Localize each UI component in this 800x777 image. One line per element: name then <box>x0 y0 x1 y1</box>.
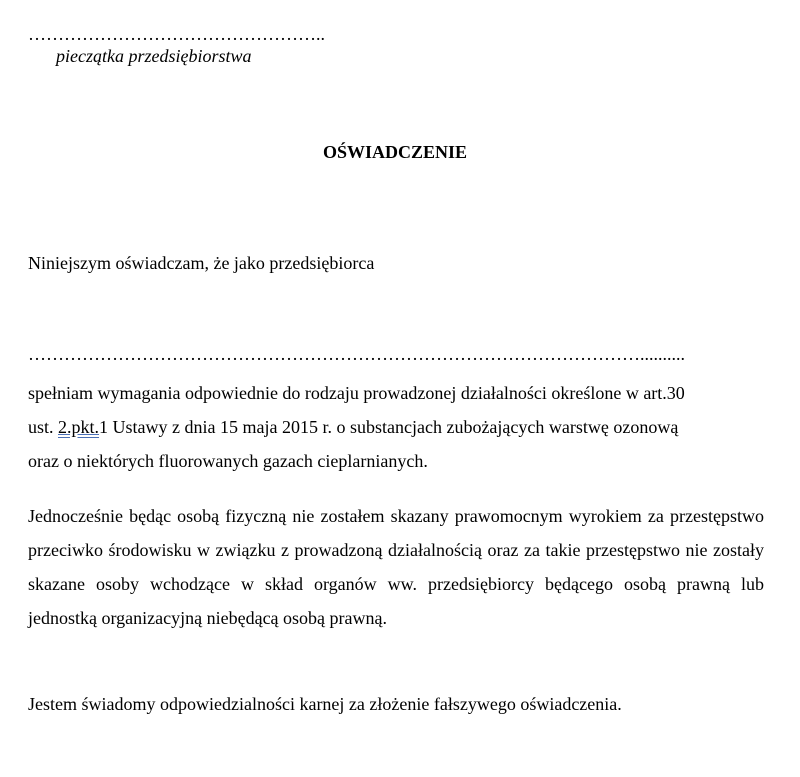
liability-statement: Jestem świadomy odpowiedzialności karnej za złożenie fałszywego oświadczenia. <box>28 694 622 714</box>
stamp-label: pieczątka przedsiębiorstwa <box>56 46 252 66</box>
intro-text: Niniejszym oświadczam, że jako przedsiębiorca <box>28 253 375 273</box>
stamp-dotted-line: ………………………………………….. <box>28 24 325 44</box>
requirements-line-1: spełniam wymagania odpowiednie do rodzaju prowadzonej działalności określone w art.30 <box>28 383 685 403</box>
legal-reference: 2.pkt. <box>58 417 100 437</box>
requirements-line-2-suffix: 1 Ustawy z dnia 15 maja 2015 r. o substancjach zubożających warstwę ozonową <box>99 417 679 437</box>
document-title: OŚWIADCZENIE <box>322 142 468 162</box>
requirements-paragraph <box>28 376 685 478</box>
requirements-line-2 <box>28 410 685 444</box>
requirements-line-3: oraz o niektórych fluorowanych gazach cieplarnianych. <box>28 451 428 471</box>
no-conviction-paragraph: Jednocześnie będąc osobą fizyczną nie zostałem skazany prawomocnym wyrokiem za przestępstwo przeciwko środowisku w związku z prowadzoną działalnością oraz za takie przestępstwo nie zostały skazane osoby wchodzące w skład organów ww. przedsiębiorcy będącego osobą prawną lub jednostką organizacyjną niebędącą osobą prawną. <box>28 506 764 628</box>
fill-in-dotted-line: ………………………………………………………………………………………….......... <box>28 344 685 364</box>
requirements-line-2-prefix: ust. <box>28 417 59 437</box>
